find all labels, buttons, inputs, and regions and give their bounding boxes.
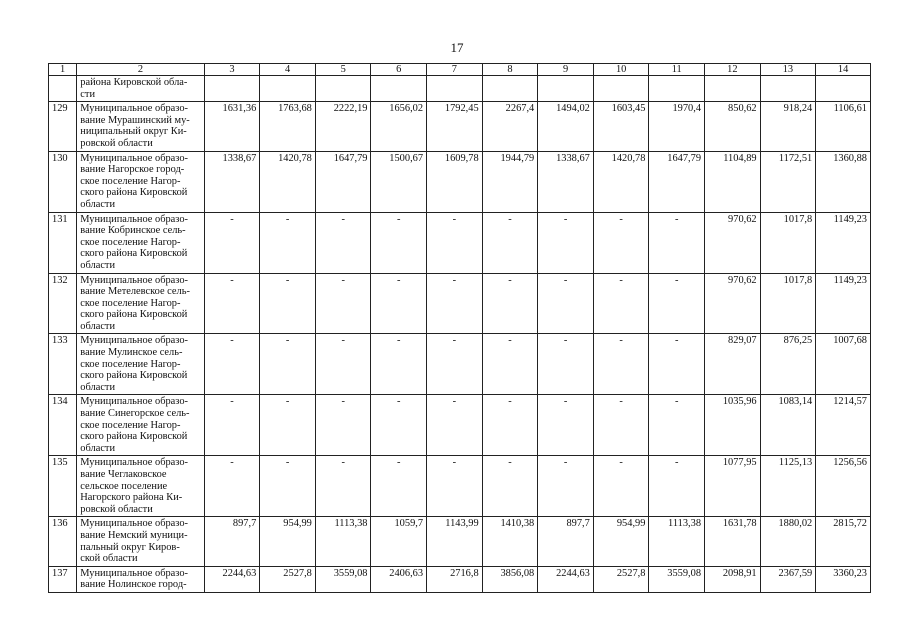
value-cell: 1256,56	[816, 456, 871, 517]
value-cell: -	[204, 334, 260, 395]
value-cell: -	[371, 456, 427, 517]
name-line: области	[80, 259, 116, 271]
name-line: области	[80, 442, 116, 454]
value-cell: 970,62	[705, 273, 761, 334]
value-cell: 2244,63	[538, 566, 594, 592]
value-cell	[315, 76, 371, 102]
value-cell: -	[649, 395, 705, 456]
value-cell: 829,07	[705, 334, 761, 395]
name-line: сти	[80, 88, 96, 100]
value-cell: 2406,63	[371, 566, 427, 592]
name-line: Муниципальное образо-	[80, 396, 188, 408]
value-cell: -	[649, 212, 705, 273]
name-line: Муниципальное образо-	[80, 213, 188, 225]
name-line: вание Мурашинский му-	[80, 114, 190, 126]
value-cell: -	[427, 395, 483, 456]
value-cell: 1083,14	[760, 395, 816, 456]
value-cell: 2367,59	[760, 566, 816, 592]
name-line: ского района Кировской	[80, 248, 188, 260]
value-cell: -	[371, 212, 427, 273]
row-index: 132	[49, 273, 77, 334]
value-cell: 1113,38	[649, 517, 705, 566]
name-line: Муниципальное образо-	[80, 103, 188, 115]
value-cell: -	[371, 334, 427, 395]
value-cell: -	[482, 395, 538, 456]
table-row	[49, 334, 871, 395]
value-cell: 1007,68	[816, 334, 871, 395]
value-cell: 897,7	[204, 517, 260, 566]
value-cell: 1631,36	[204, 102, 260, 151]
table-row	[49, 151, 871, 212]
table-row	[49, 273, 871, 334]
value-cell: 1647,79	[649, 151, 705, 212]
value-cell: 1149,23	[816, 273, 871, 334]
name-line: Нагорского района Ки-	[80, 492, 183, 504]
value-cell: 1059,7	[371, 517, 427, 566]
value-cell: 1763,68	[260, 102, 316, 151]
name-line: ское поселение Нагор-	[80, 297, 181, 309]
municipality-name	[77, 334, 204, 395]
value-cell: 1214,57	[816, 395, 871, 456]
value-cell: 2527,8	[593, 566, 649, 592]
municipality-name	[77, 273, 204, 334]
column-header-1: 1	[49, 64, 77, 76]
value-cell: -	[482, 334, 538, 395]
value-cell: 1360,88	[816, 151, 871, 212]
value-cell: 2527,8	[260, 566, 316, 592]
name-line: ского района Кировской	[80, 370, 188, 382]
name-line: ского района Кировской	[80, 309, 188, 321]
value-cell: -	[260, 456, 316, 517]
value-cell: -	[593, 395, 649, 456]
column-header-7: 7	[427, 64, 483, 76]
value-cell: 1106,61	[816, 102, 871, 151]
name-line: ского района Кировской	[80, 187, 188, 199]
row-index: 130	[49, 151, 77, 212]
name-line: ской области	[80, 553, 138, 565]
municipality-name	[77, 212, 204, 273]
value-cell: -	[260, 273, 316, 334]
value-cell: 970,62	[705, 212, 761, 273]
name-line: вание Кобринское сель-	[80, 225, 186, 237]
value-cell: 1631,78	[705, 517, 761, 566]
value-cell: 1172,51	[760, 151, 816, 212]
value-cell: -	[371, 273, 427, 334]
name-line: области	[80, 381, 116, 393]
value-cell: 1792,45	[427, 102, 483, 151]
value-cell: 2716,8	[427, 566, 483, 592]
table-row	[49, 456, 871, 517]
value-cell: 3559,08	[315, 566, 371, 592]
name-line: Муниципальное образо-	[80, 518, 188, 530]
value-cell: -	[538, 212, 594, 273]
name-line: района Кировской обла-	[80, 77, 188, 88]
value-cell: -	[593, 273, 649, 334]
value-cell: -	[204, 395, 260, 456]
name-line: ского района Кировской	[80, 431, 188, 443]
value-cell: 2815,72	[816, 517, 871, 566]
column-header-14: 14	[816, 64, 871, 76]
value-cell: 1410,38	[482, 517, 538, 566]
value-cell: -	[315, 273, 371, 334]
name-line: области	[80, 198, 116, 210]
value-cell: 3559,08	[649, 566, 705, 592]
value-cell: 918,24	[760, 102, 816, 151]
table-body	[49, 76, 871, 593]
value-cell: 1656,02	[371, 102, 427, 151]
value-cell: -	[315, 212, 371, 273]
value-cell: -	[538, 395, 594, 456]
value-cell: -	[260, 212, 316, 273]
column-header-9: 9	[538, 64, 594, 76]
column-header-12: 12	[705, 64, 761, 76]
value-cell: -	[204, 456, 260, 517]
value-cell: 1970,4	[649, 102, 705, 151]
value-cell: -	[482, 456, 538, 517]
value-cell	[593, 76, 649, 102]
value-cell: 1500,67	[371, 151, 427, 212]
table-row	[49, 517, 871, 566]
value-cell: -	[427, 212, 483, 273]
value-cell: 1420,78	[260, 151, 316, 212]
value-cell: 1077,95	[705, 456, 761, 517]
value-cell	[538, 76, 594, 102]
value-cell: -	[482, 212, 538, 273]
name-line: области	[80, 320, 116, 332]
value-cell: 1494,02	[538, 102, 594, 151]
value-cell: -	[482, 273, 538, 334]
name-line: Муниципальное образо-	[80, 152, 188, 164]
value-cell: 1880,02	[760, 517, 816, 566]
column-header-13: 13	[760, 64, 816, 76]
value-cell: 2098,91	[705, 566, 761, 592]
value-cell: -	[260, 395, 316, 456]
value-cell: -	[204, 212, 260, 273]
municipality-name	[77, 517, 204, 566]
row-index: 134	[49, 395, 77, 456]
value-cell: -	[204, 273, 260, 334]
column-header-11: 11	[649, 64, 705, 76]
page-number: 17	[450, 40, 464, 55]
tariff-table	[48, 63, 871, 593]
name-line: вание Нолинское город-	[80, 579, 187, 591]
header-row	[49, 64, 871, 76]
value-cell: -	[315, 334, 371, 395]
name-line: ское поселение Нагор-	[80, 358, 181, 370]
name-line: ское поселение Нагор-	[80, 419, 181, 431]
value-cell: -	[593, 456, 649, 517]
table-row	[49, 212, 871, 273]
value-cell	[649, 76, 705, 102]
value-cell: 1647,79	[315, 151, 371, 212]
municipality-name	[77, 76, 204, 102]
value-cell	[204, 76, 260, 102]
value-cell: -	[427, 456, 483, 517]
value-cell: 1420,78	[593, 151, 649, 212]
name-line: вание Метелевское сель-	[80, 286, 190, 298]
column-header-10: 10	[593, 64, 649, 76]
name-line: пальный округ Киров-	[80, 541, 180, 553]
value-cell: -	[315, 456, 371, 517]
municipality-name	[77, 456, 204, 517]
row-index: 131	[49, 212, 77, 273]
value-cell: 1113,38	[315, 517, 371, 566]
table-row	[49, 395, 871, 456]
table-row	[49, 566, 871, 592]
municipality-name	[77, 566, 204, 592]
value-cell: 850,62	[705, 102, 761, 151]
value-cell: -	[538, 456, 594, 517]
value-cell	[816, 76, 871, 102]
name-line: вание Нагорское город-	[80, 164, 185, 176]
column-header-3: 3	[204, 64, 260, 76]
value-cell: 1125,13	[760, 456, 816, 517]
table-row	[49, 102, 871, 151]
name-line: Муниципальное образо-	[80, 274, 188, 286]
name-line: Муниципальное образо-	[80, 567, 188, 579]
value-cell: -	[649, 273, 705, 334]
value-cell: 1944,79	[482, 151, 538, 212]
value-cell: 1338,67	[538, 151, 594, 212]
municipality-name	[77, 395, 204, 456]
value-cell: -	[649, 456, 705, 517]
value-cell: -	[538, 334, 594, 395]
name-line: ровской области	[80, 137, 153, 149]
value-cell: 1017,8	[760, 273, 816, 334]
value-cell: -	[427, 334, 483, 395]
value-cell	[482, 76, 538, 102]
value-cell: 954,99	[260, 517, 316, 566]
value-cell: 1603,45	[593, 102, 649, 151]
table-row-continuation	[49, 76, 871, 102]
value-cell: 2222,19	[315, 102, 371, 151]
value-cell: 2267,4	[482, 102, 538, 151]
name-line: ровской области	[80, 503, 153, 515]
value-cell: -	[427, 273, 483, 334]
name-line: ское поселение Нагор-	[80, 236, 181, 248]
value-cell: 3360,23	[816, 566, 871, 592]
name-line: Муниципальное образо-	[80, 335, 188, 347]
value-cell: 1609,78	[427, 151, 483, 212]
name-line: вание Синегорское сель-	[80, 408, 190, 420]
row-index: 133	[49, 334, 77, 395]
value-cell: 1035,96	[705, 395, 761, 456]
value-cell	[760, 76, 816, 102]
value-cell: -	[371, 395, 427, 456]
value-cell	[427, 76, 483, 102]
name-line: вание Чеглаковское	[80, 469, 167, 480]
value-cell: -	[260, 334, 316, 395]
value-cell: 897,7	[538, 517, 594, 566]
value-cell	[371, 76, 427, 102]
value-cell: 1143,99	[427, 517, 483, 566]
name-line: вание Немский муници-	[80, 529, 188, 541]
row-index	[49, 76, 77, 102]
value-cell: 1017,8	[760, 212, 816, 273]
value-cell: 2244,63	[204, 566, 260, 592]
row-index: 137	[49, 566, 77, 592]
column-header-4: 4	[260, 64, 316, 76]
value-cell: 1104,89	[705, 151, 761, 212]
column-header-2: 2	[77, 64, 204, 76]
name-line: ское поселение Нагор-	[80, 175, 181, 187]
row-index: 129	[49, 102, 77, 151]
row-index: 136	[49, 517, 77, 566]
name-line: Муниципальное образо-	[80, 457, 188, 469]
name-line: ниципальный округ Ки-	[80, 126, 187, 138]
municipality-name	[77, 151, 204, 212]
column-header-8: 8	[482, 64, 538, 76]
column-header-6: 6	[371, 64, 427, 76]
value-cell: -	[538, 273, 594, 334]
value-cell	[705, 76, 761, 102]
row-index: 135	[49, 456, 77, 517]
value-cell: -	[315, 395, 371, 456]
value-cell: 876,25	[760, 334, 816, 395]
column-header-5: 5	[315, 64, 371, 76]
name-line: сельское поселение	[80, 480, 168, 492]
municipality-name	[77, 102, 204, 151]
value-cell: 954,99	[593, 517, 649, 566]
value-cell: -	[649, 334, 705, 395]
name-line: вание Мулинское сель-	[80, 347, 183, 359]
value-cell	[260, 76, 316, 102]
value-cell: 1149,23	[816, 212, 871, 273]
value-cell: -	[593, 212, 649, 273]
value-cell: 1338,67	[204, 151, 260, 212]
value-cell: 3856,08	[482, 566, 538, 592]
value-cell: -	[593, 334, 649, 395]
